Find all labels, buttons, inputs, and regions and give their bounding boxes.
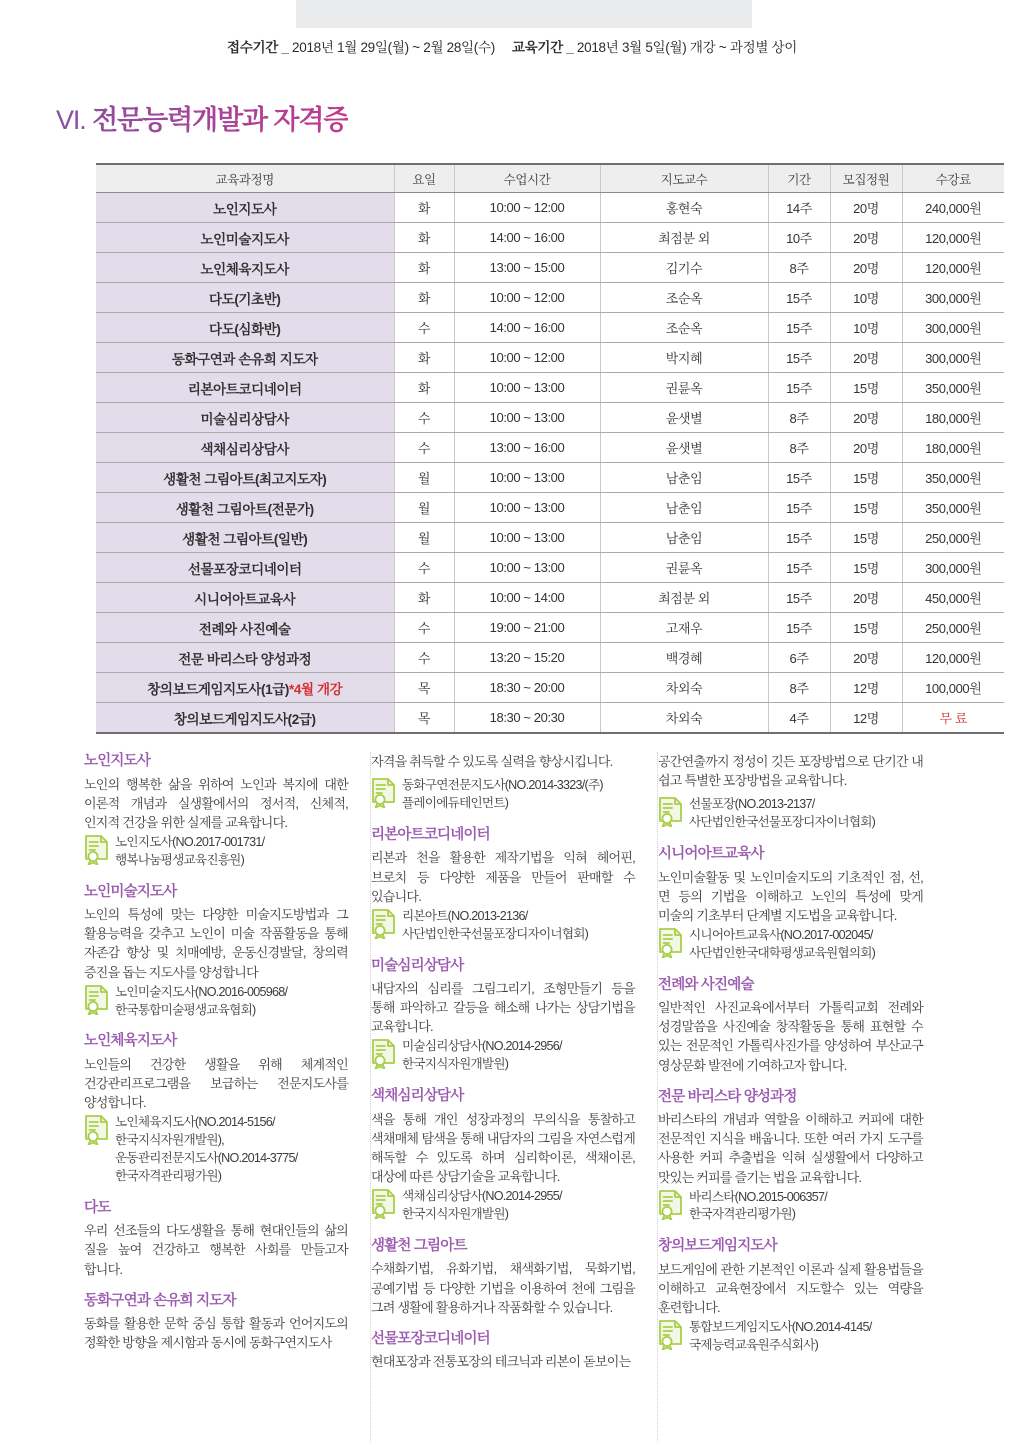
cell-duration: 15주 bbox=[768, 283, 830, 313]
certificate-text: 미술심리상담사(NO.2014-2956/한국지식자원개발원) bbox=[402, 1039, 562, 1072]
table-row bbox=[96, 343, 1004, 373]
course-name-text: 동화구연과 손유희 지도자 bbox=[171, 351, 318, 367]
category-title: 다도 bbox=[84, 1199, 111, 1216]
certificate-icon bbox=[658, 1190, 684, 1220]
continued-text: 공간연출까지 정성이 깃든 포장방법으로 단기간 내 쉽고 특별한 포장방법을 교육합니다. bbox=[658, 754, 923, 789]
cell-time: 13:00 ~ 16:00 bbox=[454, 433, 600, 463]
certificate-row bbox=[371, 1038, 635, 1074]
certificate-icon bbox=[371, 909, 397, 939]
certificate-row bbox=[371, 777, 635, 813]
cell-course-name bbox=[96, 433, 394, 463]
course-name-text: 다도(기초반) bbox=[209, 291, 281, 307]
certificate-row bbox=[658, 927, 923, 963]
cell-professor: 권륜옥 bbox=[600, 553, 768, 583]
cell-day: 목 bbox=[394, 673, 454, 703]
cell-time: 10:00 ~ 12:00 bbox=[454, 193, 600, 223]
certificate-text: 바리스타(NO.2015-006357/한국자격관리평가원) bbox=[689, 1189, 827, 1222]
cell-day: 화 bbox=[394, 223, 454, 253]
cell-fee: 450,000원 bbox=[902, 583, 1004, 613]
certificate-row bbox=[371, 1188, 635, 1224]
cell-course-name bbox=[96, 493, 394, 523]
cell-duration: 15주 bbox=[768, 583, 830, 613]
category-title: 창의보드게임지도사 bbox=[658, 1238, 777, 1255]
cell-capacity: 20명 bbox=[830, 193, 902, 223]
course-name-text: 노인체육지도사 bbox=[200, 261, 289, 277]
table-body bbox=[96, 193, 1004, 734]
cell-fee: 250,000원 bbox=[902, 523, 1004, 553]
cell-time: 14:00 ~ 16:00 bbox=[454, 223, 600, 253]
column-header-fee: 수강료 bbox=[902, 164, 1004, 193]
cell-day: 화 bbox=[394, 343, 454, 373]
period-line bbox=[0, 36, 1024, 56]
cell-course-name bbox=[96, 373, 394, 403]
cell-time: 10:00 ~ 12:00 bbox=[454, 343, 600, 373]
course-name-text: 색채심리상담사 bbox=[200, 441, 289, 457]
cell-fee: 300,000원 bbox=[902, 553, 1004, 583]
cell-course-name bbox=[96, 403, 394, 433]
cell-time: 13:00 ~ 15:00 bbox=[454, 253, 600, 283]
cell-professor: 남춘임 bbox=[600, 523, 768, 553]
cell-capacity: 10명 bbox=[830, 313, 902, 343]
certificate-text: 노인미술지도사(NO.2016-005968/한국통합미술평생교육협회) bbox=[115, 984, 288, 1017]
table-row bbox=[96, 703, 1004, 734]
education-period-label: 교육기간 _ bbox=[511, 40, 574, 55]
cell-duration: 15주 bbox=[768, 373, 830, 403]
cell-professor: 홍현숙 bbox=[600, 193, 768, 223]
certificate-row bbox=[658, 796, 923, 832]
cell-duration: 8주 bbox=[768, 433, 830, 463]
description-column-1-inner bbox=[84, 752, 350, 1352]
column-header-professor: 지도교수 bbox=[600, 164, 768, 193]
column-header-time: 수업시간 bbox=[454, 164, 600, 193]
cell-professor: 최점분 외 bbox=[600, 583, 768, 613]
top-gray-banner bbox=[296, 0, 752, 28]
category-title: 전문 바리스타 양성과정 bbox=[658, 1088, 797, 1105]
course-table bbox=[96, 163, 1004, 734]
cell-duration: 10주 bbox=[768, 223, 830, 253]
course-name-text: 선물포장코디네이터 bbox=[187, 561, 302, 577]
cell-day: 수 bbox=[394, 553, 454, 583]
cell-course-name bbox=[96, 283, 394, 313]
cell-duration: 6주 bbox=[768, 643, 830, 673]
cell-duration: 8주 bbox=[768, 673, 830, 703]
cell-fee: 300,000원 bbox=[902, 343, 1004, 373]
category-description: 내담자의 심리를 그림그리기, 조형만들기 등을 통해 파악하고 갈등을 해소해 나가는 상담기법을 교육합니다. bbox=[371, 981, 635, 1035]
description-block bbox=[658, 1088, 923, 1225]
cell-capacity: 20명 bbox=[830, 223, 902, 253]
page-title-numeral: VI. bbox=[56, 105, 86, 135]
certificate-icon bbox=[658, 928, 684, 958]
certificate-text: 노인체육지도사(NO.2014-5156/한국지식자원개발원), bbox=[115, 1115, 275, 1148]
description-column-2-inner bbox=[371, 752, 637, 1371]
cell-professor: 고재우 bbox=[600, 613, 768, 643]
description-block bbox=[371, 957, 635, 1075]
course-name-text: 전례와 사진예술 bbox=[198, 621, 291, 637]
category-description: 바리스타의 개념과 역할을 이해하고 커피에 대한 전문적인 지식을 배웁니다. 또한 여러 가지 도구를 사용한 커피 추출법을 익혀 실생활에서 다양하고 맛있는 커피를 즐기는 법을 교육합니다. bbox=[658, 1112, 923, 1185]
certificate-text: 리본아트(NO.2013-2136/사단법인한국선물포장디자이너협회) bbox=[402, 908, 589, 941]
cell-capacity: 15명 bbox=[830, 613, 902, 643]
cell-fee: 120,000원 bbox=[902, 223, 1004, 253]
cell-course-name bbox=[96, 643, 394, 673]
table-row bbox=[96, 613, 1004, 643]
cell-time: 10:00 ~ 13:00 bbox=[454, 493, 600, 523]
category-description: 현대포장과 전통포장의 테크닉과 리본이 돋보이는 bbox=[371, 1354, 631, 1370]
certificate-icon bbox=[84, 1115, 110, 1145]
column-header-day: 요일 bbox=[394, 164, 454, 193]
cell-duration: 15주 bbox=[768, 463, 830, 493]
cell-course-name bbox=[96, 583, 394, 613]
cell-time: 10:00 ~ 12:00 bbox=[454, 283, 600, 313]
cell-duration: 15주 bbox=[768, 523, 830, 553]
cell-time: 18:30 ~ 20:00 bbox=[454, 673, 600, 703]
cell-duration: 15주 bbox=[768, 493, 830, 523]
course-name-text: 노인미술지도사 bbox=[200, 231, 289, 247]
description-column-3-inner bbox=[658, 752, 925, 1355]
cell-professor: 차외숙 bbox=[600, 673, 768, 703]
cell-course-name bbox=[96, 253, 394, 283]
description-block bbox=[84, 883, 348, 1020]
certificate-row bbox=[658, 1319, 923, 1355]
category-description: 리본과 천을 활용한 제작기법을 익혀 헤어핀, 브로치 등 다양한 제품을 만들어 판매할 수 있습니다. bbox=[371, 850, 635, 904]
application-period-value: 2018년 1월 29일(월) ~ 2월 28일(수) bbox=[292, 40, 495, 55]
cell-capacity: 20명 bbox=[830, 433, 902, 463]
cell-professor: 최점분 외 bbox=[600, 223, 768, 253]
cell-capacity: 12명 bbox=[830, 673, 902, 703]
description-block bbox=[658, 845, 923, 963]
cell-capacity: 20명 bbox=[830, 253, 902, 283]
table-row bbox=[96, 373, 1004, 403]
cell-time: 10:00 ~ 13:00 bbox=[454, 523, 600, 553]
cell-time: 19:00 ~ 21:00 bbox=[454, 613, 600, 643]
description-column-2 bbox=[371, 752, 658, 1442]
page-title-text: 전문능력개발과 자격증 bbox=[92, 105, 349, 135]
cell-time: 14:00 ~ 16:00 bbox=[454, 313, 600, 343]
table-row bbox=[96, 583, 1004, 613]
cell-capacity: 15명 bbox=[830, 553, 902, 583]
cell-day: 수 bbox=[394, 643, 454, 673]
certificate-text: 동화구연전문지도사(NO.2014-3323/(주)플레이에듀테인먼트) bbox=[402, 778, 603, 810]
description-block bbox=[371, 1237, 635, 1317]
category-description: 노인들의 건강한 생활을 위해 체계적인 건강관리프로그램을 보급하는 전문지도사를 양성합니다. bbox=[84, 1056, 348, 1111]
category-description: 노인의 특성에 맞는 다양한 미술지도방법과 그 활용능력을 갖추고 노인이 미술 작품활동을 통해 자존감 향상 및 치매예방, 운동신경발달, 창의력 증진을 돕는 지도사를 양성합니다 bbox=[84, 907, 348, 980]
course-name-text: 창의보드게임지도사(1급) bbox=[147, 681, 289, 697]
column-header-course-name: 교육과정명 bbox=[96, 164, 394, 193]
category-title: 전례와 사진예술 bbox=[658, 976, 754, 993]
cell-course-name bbox=[96, 553, 394, 583]
certificate-text: 통합보드게임지도사(NO.2014-4145/국제능력교육원주식회사) bbox=[689, 1320, 872, 1353]
cell-course-name bbox=[96, 313, 394, 343]
cell-fee: 300,000원 bbox=[902, 313, 1004, 343]
cell-day: 수 bbox=[394, 613, 454, 643]
cell-capacity: 20명 bbox=[830, 643, 902, 673]
cell-duration: 8주 bbox=[768, 253, 830, 283]
category-description: 동화를 활용한 문학 중심 통합 활동과 언어지도의 정확한 방향을 제시함과 동시에 동화구연지도사 bbox=[84, 1316, 348, 1351]
table-row bbox=[96, 223, 1004, 253]
category-description: 보드게임에 관한 기본적인 이론과 실제 활용법들을 이해하고 교육현장에서 지도할수 있는 역량을 훈련합니다. bbox=[658, 1261, 923, 1316]
description-columns bbox=[84, 752, 946, 1442]
cell-professor: 윤샛별 bbox=[600, 403, 768, 433]
cell-day: 화 bbox=[394, 583, 454, 613]
description-column-1 bbox=[84, 752, 371, 1442]
cell-duration: 14주 bbox=[768, 193, 830, 223]
education-period-value: 2018년 3월 5일(월) 개강 ~ 과정별 상이 bbox=[576, 40, 798, 55]
application-period-label: 접수기간 _ bbox=[226, 40, 289, 55]
category-title: 노인체육지도사 bbox=[84, 1033, 177, 1050]
cell-professor: 남춘임 bbox=[600, 463, 768, 493]
cell-course-name bbox=[96, 613, 394, 643]
description-block bbox=[84, 1292, 348, 1353]
category-description: 일반적인 사진교육에서부터 가톨릭교회 전례와 성경말씀을 사진예술 창작활동을 통해 표현할 수 있는 전문적인 가톨릭사진가를 양성하여 부산교구 영상문화 발전에 기여하고자 합니다. bbox=[658, 1000, 923, 1073]
table-row bbox=[96, 283, 1004, 313]
cell-course-name bbox=[96, 343, 394, 373]
cell-fee: 350,000원 bbox=[902, 373, 1004, 403]
cell-professor: 남춘임 bbox=[600, 493, 768, 523]
cell-duration: 15주 bbox=[768, 343, 830, 373]
cell-course-name bbox=[96, 673, 394, 703]
cell-fee: 300,000원 bbox=[902, 283, 1004, 313]
certificate-row bbox=[371, 908, 635, 944]
table-row bbox=[96, 403, 1004, 433]
cell-professor: 백경혜 bbox=[600, 643, 768, 673]
cell-professor: 조순옥 bbox=[600, 283, 768, 313]
cell-capacity: 10명 bbox=[830, 283, 902, 313]
cell-course-name bbox=[96, 223, 394, 253]
cell-time: 10:00 ~ 13:00 bbox=[454, 553, 600, 583]
certificate-text: 선물포장(NO.2013-2137/사단법인한국선물포장디자이너협회) bbox=[689, 797, 876, 830]
certificate-icon bbox=[84, 985, 110, 1015]
table-row bbox=[96, 673, 1004, 703]
cell-capacity: 20명 bbox=[830, 583, 902, 613]
table-row bbox=[96, 463, 1004, 493]
description-column-3 bbox=[658, 752, 945, 1442]
certificate-extra-text: 운동관리전문지도사(NO.2014-3775/한국자격관리평가원) bbox=[115, 1151, 298, 1183]
cell-fee: 250,000원 bbox=[902, 613, 1004, 643]
cell-course-name bbox=[96, 463, 394, 493]
cell-day: 수 bbox=[394, 313, 454, 343]
certificate-icon bbox=[658, 797, 684, 827]
course-name-text: 리본아트코디네이터 bbox=[187, 381, 302, 397]
course-name-text: 창의보드게임지도사(2급) bbox=[173, 711, 316, 727]
cell-duration: 15주 bbox=[768, 313, 830, 343]
certificate-icon bbox=[371, 778, 397, 808]
column-header-capacity: 모집정원 bbox=[830, 164, 902, 193]
table-header-row bbox=[96, 164, 1004, 193]
certificate-row bbox=[658, 1189, 923, 1225]
cell-professor: 윤샛별 bbox=[600, 433, 768, 463]
cell-day: 화 bbox=[394, 253, 454, 283]
cell-day: 화 bbox=[394, 193, 454, 223]
category-title: 리본아트코디네이터 bbox=[371, 826, 490, 843]
certificate-row bbox=[84, 1114, 348, 1150]
course-name-text: 시니어아트교육사 bbox=[194, 591, 296, 607]
certificate-text: 노인지도사(NO.2017-001731/행복나눔평생교육진흥원) bbox=[115, 834, 265, 867]
cell-capacity: 15명 bbox=[830, 493, 902, 523]
cell-duration: 15주 bbox=[768, 613, 830, 643]
cell-fee: 120,000원 bbox=[902, 643, 1004, 673]
course-name-text: 전문 바리스타 양성과정 bbox=[178, 651, 312, 667]
cell-day: 화 bbox=[394, 283, 454, 313]
category-title: 시니어아트교육사 bbox=[658, 845, 764, 862]
cell-duration: 8주 bbox=[768, 403, 830, 433]
course-name-text: 미술심리상담사 bbox=[200, 411, 289, 427]
category-title: 노인지도사 bbox=[84, 753, 151, 769]
table-row bbox=[96, 193, 1004, 223]
cell-professor: 김기수 bbox=[600, 253, 768, 283]
course-name-text: 노인지도사 bbox=[213, 201, 277, 217]
table-row bbox=[96, 553, 1004, 583]
category-description: 우리 선조들의 다도생활을 통해 현대인들의 삶의 질을 높여 건강하고 행복한 사회를 만들고자 합니다. bbox=[84, 1223, 348, 1277]
cell-capacity: 15명 bbox=[830, 523, 902, 553]
cell-time: 10:00 ~ 13:00 bbox=[454, 403, 600, 433]
cell-course-name bbox=[96, 703, 394, 734]
category-description: 수채화기법, 유화기법, 채색화기법, 묵화기법, 공예기법 등 다양한 기법을 이용하여 천에 그림을 그려 생활에 활용하거나 작품화할 수 있습니다. bbox=[371, 1261, 635, 1315]
page-title bbox=[56, 98, 348, 137]
table-row bbox=[96, 493, 1004, 523]
course-name-text: 생활천 그림아트(일반) bbox=[182, 531, 308, 547]
category-description: 색을 통해 개인 성장과정의 무의식을 통찰하고 색채매체 탐색을 통해 내담자의 그림을 자연스럽게 해독할 수 있도록 하며 심리학이론, 색채이론, 대상에 따른 상담기술을 교육합니다. bbox=[371, 1111, 635, 1185]
cell-fee: 180,000원 bbox=[902, 403, 1004, 433]
cell-day: 월 bbox=[394, 493, 454, 523]
course-name-text: 생활천 그림아트(전문가) bbox=[175, 501, 314, 517]
category-title: 색채심리상담사 bbox=[371, 1088, 464, 1105]
cell-professor: 권륜옥 bbox=[600, 373, 768, 403]
continued-text: 자격을 취득할 수 있도록 실력을 향상시킵니다. bbox=[371, 754, 613, 769]
table-row bbox=[96, 523, 1004, 553]
certificate-text: 색채심리상담사(NO.2014-2955/한국지식자원개발원) bbox=[402, 1189, 562, 1222]
description-block bbox=[371, 1087, 635, 1224]
cell-capacity: 15명 bbox=[830, 463, 902, 493]
cell-professor: 조순옥 bbox=[600, 313, 768, 343]
description-block bbox=[371, 826, 635, 944]
cell-fee: 100,000원 bbox=[902, 673, 1004, 703]
cell-fee: 350,000원 bbox=[902, 463, 1004, 493]
cell-capacity: 20명 bbox=[830, 343, 902, 373]
certificate-row bbox=[84, 834, 348, 870]
description-block bbox=[84, 752, 348, 870]
description-block bbox=[371, 1330, 635, 1372]
category-title: 생활천 그림아트 bbox=[371, 1237, 467, 1254]
category-description: 노인의 행복한 삶을 위하여 노인과 복지에 대한 이론적 개념과 실생활에서의 정서적, 신체적, 인지적 건강을 위한 실제를 교육합니다. bbox=[84, 776, 348, 830]
cell-duration: 15주 bbox=[768, 553, 830, 583]
course-name-text: 다도(심화반) bbox=[209, 321, 281, 337]
cell-fee: 무 료 bbox=[902, 703, 1004, 734]
column-header-duration: 기간 bbox=[768, 164, 830, 193]
cell-time: 10:00 ~ 14:00 bbox=[454, 583, 600, 613]
cell-time: 18:30 ~ 20:30 bbox=[454, 703, 600, 734]
certificate-icon bbox=[84, 835, 110, 865]
cell-course-name bbox=[96, 523, 394, 553]
certificate-icon bbox=[371, 1189, 397, 1219]
cell-time: 10:00 ~ 13:00 bbox=[454, 373, 600, 403]
cell-capacity: 12명 bbox=[830, 703, 902, 734]
course-name-note: *4월 개강 bbox=[288, 681, 343, 697]
cell-day: 월 bbox=[394, 463, 454, 493]
category-title: 동화구연과 손유희 지도자 bbox=[84, 1292, 236, 1309]
certificate-icon bbox=[658, 1320, 684, 1350]
cell-day: 화 bbox=[394, 373, 454, 403]
cell-duration: 4주 bbox=[768, 703, 830, 734]
table-row bbox=[96, 253, 1004, 283]
cell-professor: 박지혜 bbox=[600, 343, 768, 373]
cell-fee: 350,000원 bbox=[902, 493, 1004, 523]
description-block bbox=[84, 1032, 348, 1185]
table-row bbox=[96, 433, 1004, 463]
category-title: 미술심리상담사 bbox=[371, 957, 464, 974]
description-block bbox=[658, 976, 923, 1075]
certificate-icon bbox=[371, 1039, 397, 1069]
cell-fee: 180,000원 bbox=[902, 433, 1004, 463]
table-row bbox=[96, 313, 1004, 343]
cell-professor: 차외숙 bbox=[600, 703, 768, 734]
cell-fee: 240,000원 bbox=[902, 193, 1004, 223]
cell-time: 10:00 ~ 13:00 bbox=[454, 463, 600, 493]
cell-day: 월 bbox=[394, 523, 454, 553]
description-block bbox=[658, 1237, 923, 1355]
description-block bbox=[84, 1199, 348, 1279]
table-row bbox=[96, 643, 1004, 673]
cell-capacity: 15명 bbox=[830, 373, 902, 403]
certificate-row bbox=[84, 984, 348, 1020]
cell-capacity: 20명 bbox=[830, 403, 902, 433]
cell-day: 목 bbox=[394, 703, 454, 734]
cell-fee: 120,000원 bbox=[902, 253, 1004, 283]
cell-course-name bbox=[96, 193, 394, 223]
cell-day: 수 bbox=[394, 403, 454, 433]
cell-time: 13:20 ~ 15:20 bbox=[454, 643, 600, 673]
category-title: 선물포장코디네이터 bbox=[371, 1330, 490, 1347]
course-name-text: 생활천 그림아트(최고지도자) bbox=[163, 471, 327, 487]
certificate-text: 시니어아트교육사(NO.2017-002045/사단법인한국대학평생교육원협의회) bbox=[689, 927, 876, 960]
cell-day: 수 bbox=[394, 433, 454, 463]
category-description: 노인미술활동 및 노인미술지도의 기초적인 점, 선, 면 등의 기법을 이해하고 노인의 특성에 맞게 미술의 기초부터 단계별 지도법을 교육합니다. bbox=[658, 869, 923, 923]
category-title: 노인미술지도사 bbox=[84, 883, 177, 900]
